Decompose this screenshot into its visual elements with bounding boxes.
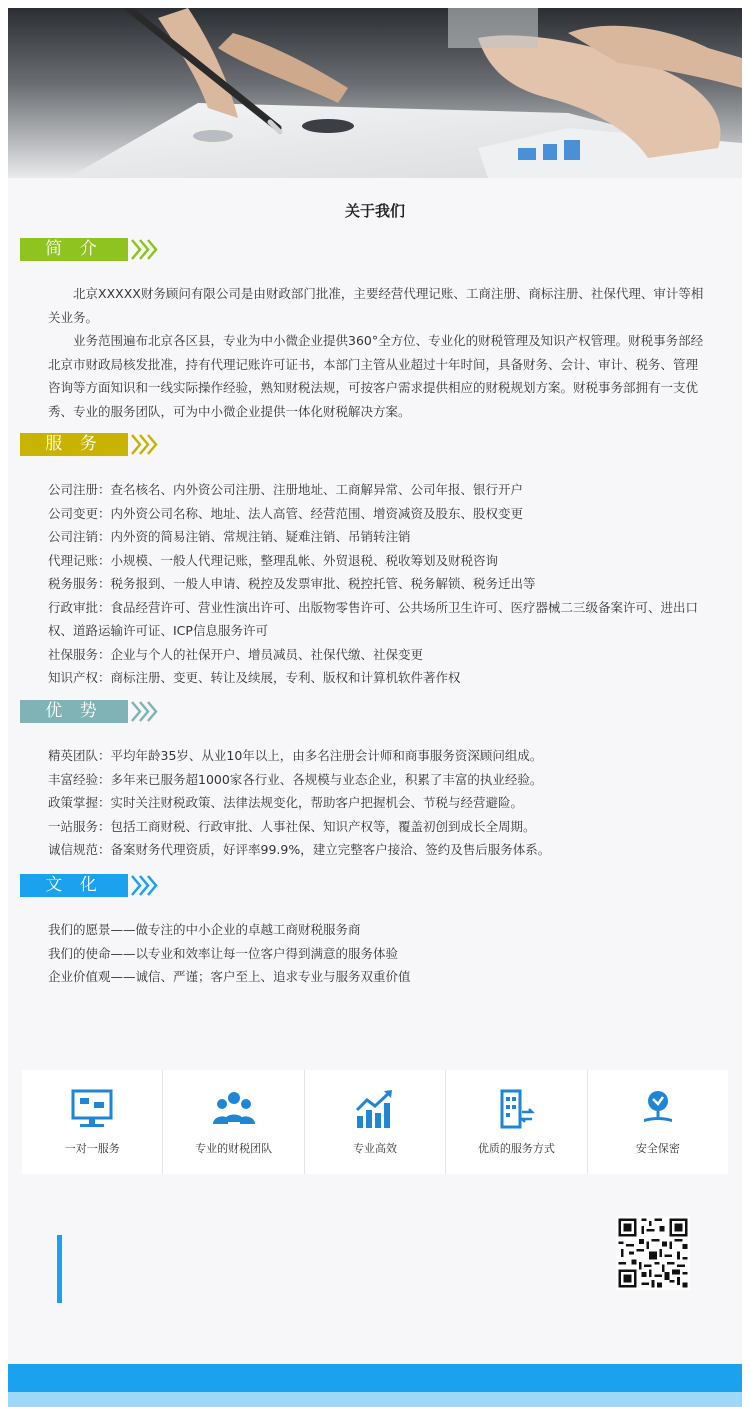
- feature-bar: [22, 1070, 728, 1174]
- culture-list: [48, 918, 708, 989]
- accent-bar: [57, 1235, 62, 1303]
- list-item: 我们的愿景——做专注的中小企业的卓越工商财税服务商: [48, 922, 361, 937]
- feature-team[interactable]: [163, 1070, 304, 1174]
- feature-one-on-one[interactable]: [22, 1070, 163, 1174]
- section-header-services: [20, 433, 160, 456]
- team-icon: [212, 1088, 256, 1130]
- shield-icon: [636, 1088, 680, 1130]
- list-item: 公司注销：内外资的简易注销、常规注销、疑难注销、吊销转注销: [48, 529, 411, 544]
- feature-label: 专业高效: [353, 1142, 398, 1155]
- section-label: 文 化: [20, 874, 128, 897]
- list-item: 税务服务：税务报到、一般人申请、税控及发票审批、税控托管、税务解锁、税务迁出等: [48, 576, 536, 591]
- building-icon: [494, 1088, 538, 1130]
- list-item: 代理记账：小规模、一般人代理记账，整理乱帐、外贸退税、税收筹划及财税咨询: [48, 552, 499, 568]
- monitor-icon: [70, 1088, 114, 1130]
- list-item: 丰富经验：多年来已服务超1000家各行业、各规模与业态企业，积累了丰富的执业经验。: [48, 771, 543, 787]
- list-item: 政策掌握：实时关注财税政策、法律法规变化，帮助客户把握机会、节税与经营避险。: [48, 795, 524, 810]
- intro-text: [48, 282, 708, 423]
- chevron-right-icon: [130, 433, 160, 456]
- section-header-advantages: [20, 700, 160, 723]
- list-item: 社保服务：企业与个人的社保开户、增员减员、社保代缴、社保变更: [48, 646, 424, 662]
- feature-efficient[interactable]: [305, 1070, 446, 1174]
- list-item: 知识产权：商标注册、变更、转让及续展，专利、版权和计算机软件著作权: [48, 670, 461, 685]
- advantages-list: [48, 744, 708, 862]
- feature-label: 一对一服务: [64, 1142, 120, 1155]
- list-item: 企业价值观——诚信、严谨；客户至上、追求专业与服务双重价值: [48, 969, 411, 984]
- list-item: 公司注册：查名核名、内外资公司注册、注册地址、工商解异常、公司年报、银行开户: [48, 482, 524, 497]
- section-header-culture: [20, 874, 160, 897]
- page-title: 关于我们: [344, 202, 405, 220]
- section-label: 简 介: [20, 238, 128, 261]
- content: [8, 8, 742, 1407]
- section-header-intro: [20, 238, 160, 261]
- list-item: 我们的使命——以专业和效率让每一位客户得到满意的服务体验: [48, 945, 399, 961]
- section-label: 服 务: [20, 433, 128, 456]
- section-label: 优 势: [20, 700, 128, 723]
- list-item: 精英团队：平均年龄35岁、从业10年以上，由多名注册会计师和商事服务资深顾问组成。: [48, 748, 543, 763]
- feature-label: 优质的服务方式: [477, 1142, 555, 1155]
- list-item: 一站服务：包括工商财税、行政审批、人事社保、知识产权等，覆盖初创到成长全周期。: [48, 818, 536, 834]
- list-item: 公司变更：内外资公司名称、地址、法人高管、经营范围、增资减资及股东、股权变更: [48, 505, 524, 521]
- chevron-right-icon: [130, 874, 160, 897]
- services-list: [48, 478, 708, 690]
- feature-label: 专业的财税团队: [195, 1142, 273, 1155]
- intro-paragraph: 北京XXXXX财务顾问有限公司是由财政部门批准，主要经营代理记账、工商注册、商标注册、社保代理、审计等相关业务。: [48, 286, 704, 325]
- list-item: 行政审批：食品经营许可、营业性演出许可、出版物零售许可、公共场所卫生许可、医疗器械二三级备案许可、进出口权、道路运输许可证、ICP信息服务许可: [48, 599, 699, 638]
- chevron-right-icon: [130, 700, 160, 723]
- intro-paragraph: 业务范围遍布北京各区县，专业为中小微企业提供360°全方位、专业化的财税管理及知识产权管理。财税事务部经北京市财政局核发批准，持有代理记账许可证书，本部门主管从业超过十年时间，具备财务、会计、审计、税务、管理咨询等方面知识和一线实际操作经验，熟知财税法规，可按客户需求提供相应的财税规划方案。财税事务部拥有一支优秀、专业的服务团队，可为中小微企业提供一体化财税解决方案。: [48, 333, 704, 419]
- list-item: 诚信规范：备案财务代理资质，好评率99.9%，建立完整客户接洽、签约及售后服务体系。: [48, 842, 551, 857]
- qr-code: [616, 1216, 690, 1290]
- feature-secure[interactable]: [588, 1070, 728, 1174]
- chevron-right-icon: [130, 238, 160, 261]
- footer-bar: [8, 1364, 742, 1392]
- footer-bar-light: [8, 1392, 742, 1407]
- feature-service-mode[interactable]: [446, 1070, 587, 1174]
- hero-image: [8, 8, 742, 178]
- chart-icon: [353, 1088, 397, 1130]
- feature-label: 安全保密: [635, 1142, 680, 1155]
